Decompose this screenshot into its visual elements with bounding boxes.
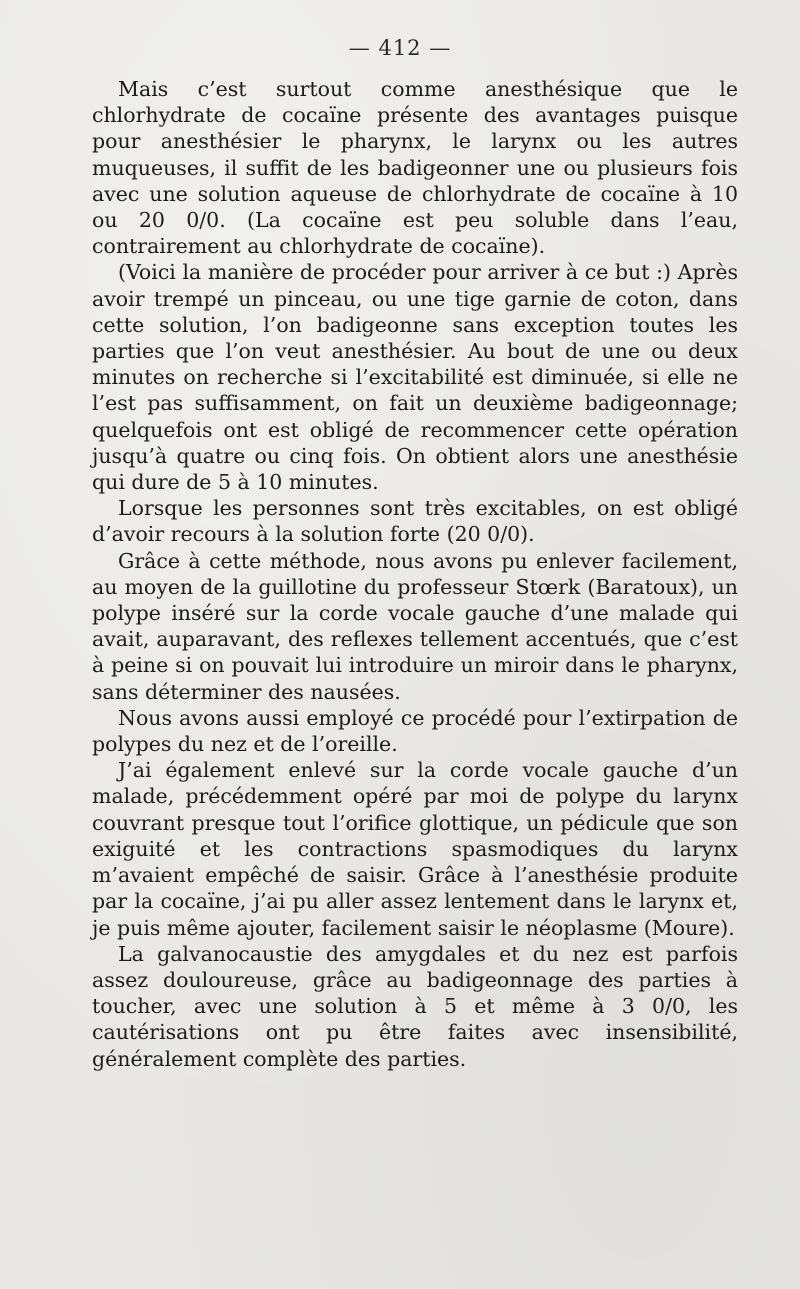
paragraph: Grâce à cette méthode, nous avons pu enlever facilement, au moyen de la guillotine du professeur Stœrk (Baratoux), un polype inséré sur la corde vocale gauche d’une malade qui avait, auparavant, des reflexes tellement accentués, que c’est à peine si on pouvait lui introduire un miroir dans le pharynx, sans déterminer des nausées. [92, 548, 738, 704]
paragraph: Nous avons aussi employé ce procédé pour l’extirpation de polypes du nez et de l’oreille. [92, 705, 738, 757]
paragraph: J’ai également enlevé sur la corde vocale gauche d’un malade, précédemment opéré par moi de polype du larynx couvrant presque tout l’orifice glottique, un pédicule que son exiguité et les contractions spasmodiques du larynx m’avaient empêché de saisir. Grâce à l’anesthésie produite par la cocaïne, j’ai pu aller assez lentement dans le larynx et, je puis même ajouter, facilement saisir le néoplasme (Moure). [92, 758, 738, 940]
paragraph: (Voici la manière de procéder pour arriver à ce but :) Après avoir trempé un pinceau, ou une tige garnie de coton, dans cette solution, l’on badigeonne sans exception toutes les parties que l’on veut anesthésier. Au bout de une ou deux minutes on recherche si l’excitabilité est diminuée, si elle ne l’est pas suffisamment, on fait un deuxième badigeonnage; quelquefois ont est obligé de recommencer cette opération jusqu’à quatre ou cinq fois. On obtient alors une anesthésie qui dure de 5 à 10 minutes. [92, 260, 738, 495]
paragraph: La galvanocaustie des amygdales et du nez est parfois assez douloureuse, grâce au badigeonnage des parties à toucher, avec une solution à 5 et même à 3 0/0, les cautérisations ont pu être faites avec insensibilité, généralement complète des parties. [92, 941, 738, 1071]
paragraph: Mais c’est surtout comme anesthésique que le chlorhydrate de cocaïne présente des avantages puisque pour anesthésier le pharynx, le larynx ou les autres muqueuses, il suffit de les badigeonner une ou plusieurs fois avec une solution aqueuse de chlorhydrate de cocaïne à 10 ou 20 0/0. (La cocaïne est peu soluble dans l’eau, contrairement au chlorhydrate de cocaïne). [92, 77, 738, 259]
paragraph: Lorsque les personnes sont très excitables, on est obligé d’avoir recours à la solution forte (20 0/0). [92, 496, 738, 547]
page-number: — 412 — [348, 36, 452, 60]
body-text [92, 76, 738, 1072]
